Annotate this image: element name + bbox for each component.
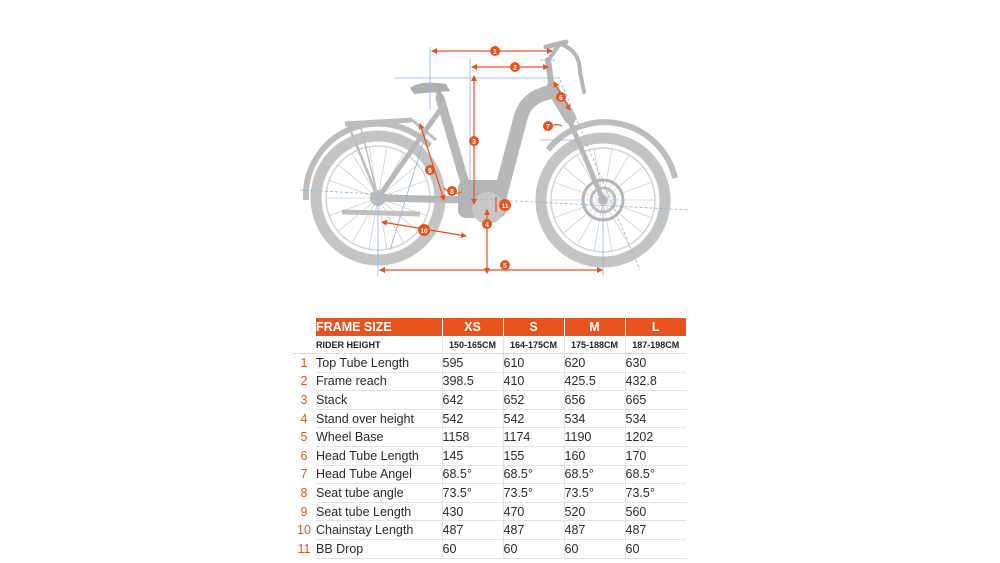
size-m: M — [564, 318, 625, 336]
svg-text:7: 7 — [546, 124, 550, 131]
value-s: 652 — [503, 391, 564, 410]
row-label: Wheel Base — [316, 428, 442, 447]
row-label: Head Tube Length — [316, 446, 442, 465]
rider-height-row — [292, 336, 686, 354]
row-label: Frame reach — [316, 372, 442, 391]
table-row — [292, 521, 686, 540]
rider-height-xs: 150-165CM — [442, 336, 503, 354]
svg-text:10: 10 — [420, 228, 428, 235]
row-label: Seat tube Length — [316, 502, 442, 521]
value-l: 170 — [625, 446, 686, 465]
frame-size-label: FRAME SIZE — [316, 318, 442, 336]
value-m: 160 — [564, 446, 625, 465]
value-m: 487 — [564, 521, 625, 540]
value-xs: 642 — [442, 391, 503, 410]
value-m: 73.5° — [564, 484, 625, 503]
value-m: 60 — [564, 539, 625, 558]
value-m: 520 — [564, 502, 625, 521]
value-m: 534 — [564, 409, 625, 428]
rider-height-s: 164-175CM — [503, 336, 564, 354]
value-s: 1174 — [503, 428, 564, 447]
row-number: 4 — [300, 411, 308, 426]
size-l: L — [625, 318, 686, 336]
row-label: Stand over height — [316, 409, 442, 428]
table-row — [292, 465, 686, 484]
svg-text:4: 4 — [485, 222, 489, 229]
marker-1 — [490, 46, 500, 56]
value-xs: 595 — [442, 354, 503, 373]
value-l: 73.5° — [625, 484, 686, 503]
value-l: 487 — [625, 521, 686, 540]
svg-text:3: 3 — [472, 139, 476, 146]
value-m: 68.5° — [564, 465, 625, 484]
table-row — [292, 409, 686, 428]
row-label: BB Drop — [316, 539, 442, 558]
row-number: 5 — [300, 430, 308, 445]
table-row — [292, 391, 686, 410]
size-header-row — [292, 318, 686, 336]
value-m: 425.5 — [564, 372, 625, 391]
value-l: 68.5° — [625, 465, 686, 484]
marker-2 — [510, 62, 520, 72]
row-label: Chainstay Length — [316, 521, 442, 540]
value-xs: 145 — [442, 446, 503, 465]
row-number: 3 — [300, 392, 308, 407]
value-l: 1202 — [625, 428, 686, 447]
value-s: 610 — [503, 354, 564, 373]
value-l: 560 — [625, 502, 686, 521]
value-xs: 73.5° — [442, 484, 503, 503]
row-number: 11 — [297, 541, 311, 556]
value-m: 620 — [564, 354, 625, 373]
value-xs: 430 — [442, 502, 503, 521]
rider-height-m: 175-188CM — [564, 336, 625, 354]
value-xs: 68.5° — [442, 465, 503, 484]
row-label: Head Tube Angel — [316, 465, 442, 484]
svg-text:11: 11 — [501, 203, 509, 210]
row-number: 6 — [300, 448, 308, 463]
row-number: 9 — [300, 504, 308, 519]
value-m: 656 — [564, 391, 625, 410]
value-l: 630 — [625, 354, 686, 373]
marker-10 — [418, 224, 430, 236]
value-xs: 487 — [442, 521, 503, 540]
value-xs: 1158 — [442, 428, 503, 447]
value-s: 542 — [503, 409, 564, 428]
value-l: 432.8 — [625, 372, 686, 391]
table-row — [292, 354, 686, 373]
table-row — [292, 539, 686, 558]
geometry-table — [292, 318, 686, 559]
marker-9 — [425, 165, 435, 175]
marker-5 — [500, 260, 510, 270]
table-row — [292, 446, 686, 465]
value-s: 487 — [503, 521, 564, 540]
value-s: 155 — [503, 446, 564, 465]
kickstand — [342, 212, 420, 214]
value-s: 410 — [503, 372, 564, 391]
value-xs: 398.5 — [442, 372, 503, 391]
table-row — [292, 484, 686, 503]
value-xs: 542 — [442, 409, 503, 428]
handlebar — [546, 42, 584, 92]
marker-4 — [482, 219, 492, 229]
value-s: 60 — [503, 539, 564, 558]
value-xs: 60 — [442, 539, 503, 558]
table-row — [292, 428, 686, 447]
value-s: 470 — [503, 502, 564, 521]
size-xs: XS — [442, 318, 503, 336]
value-m: 1190 — [564, 428, 625, 447]
svg-text:5: 5 — [503, 263, 507, 270]
header-spacer — [292, 318, 316, 336]
svg-text:8: 8 — [450, 189, 454, 196]
row-label: Top Tube Length — [316, 354, 442, 373]
rider-height-label: RIDER HEIGHT — [316, 336, 442, 354]
reference-lines — [300, 47, 690, 276]
svg-text:9: 9 — [428, 168, 432, 175]
row-number: 8 — [300, 485, 308, 500]
row-number: 7 — [300, 467, 308, 482]
rider-spacer — [292, 336, 316, 354]
row-number: 1 — [300, 356, 308, 371]
size-s: S — [503, 318, 564, 336]
svg-text:1: 1 — [493, 49, 497, 56]
rider-height-l: 187-198CM — [625, 336, 686, 354]
row-label: Stack — [316, 391, 442, 410]
table-row — [292, 502, 686, 521]
value-l: 534 — [625, 409, 686, 428]
marker-6 — [556, 92, 566, 102]
row-number: 2 — [300, 374, 308, 389]
svg-text:6: 6 — [559, 95, 563, 102]
svg-text:2: 2 — [513, 65, 517, 72]
value-s: 68.5° — [503, 465, 564, 484]
marker-11 — [499, 199, 511, 211]
marker-7 — [543, 121, 553, 131]
row-number: 10 — [297, 523, 311, 538]
value-l: 665 — [625, 391, 686, 410]
table-row — [292, 372, 686, 391]
marker-3 — [469, 136, 479, 146]
value-s: 73.5° — [503, 484, 564, 503]
value-l: 60 — [625, 539, 686, 558]
marker-8 — [447, 186, 457, 196]
row-label: Seat tube angle — [316, 484, 442, 503]
